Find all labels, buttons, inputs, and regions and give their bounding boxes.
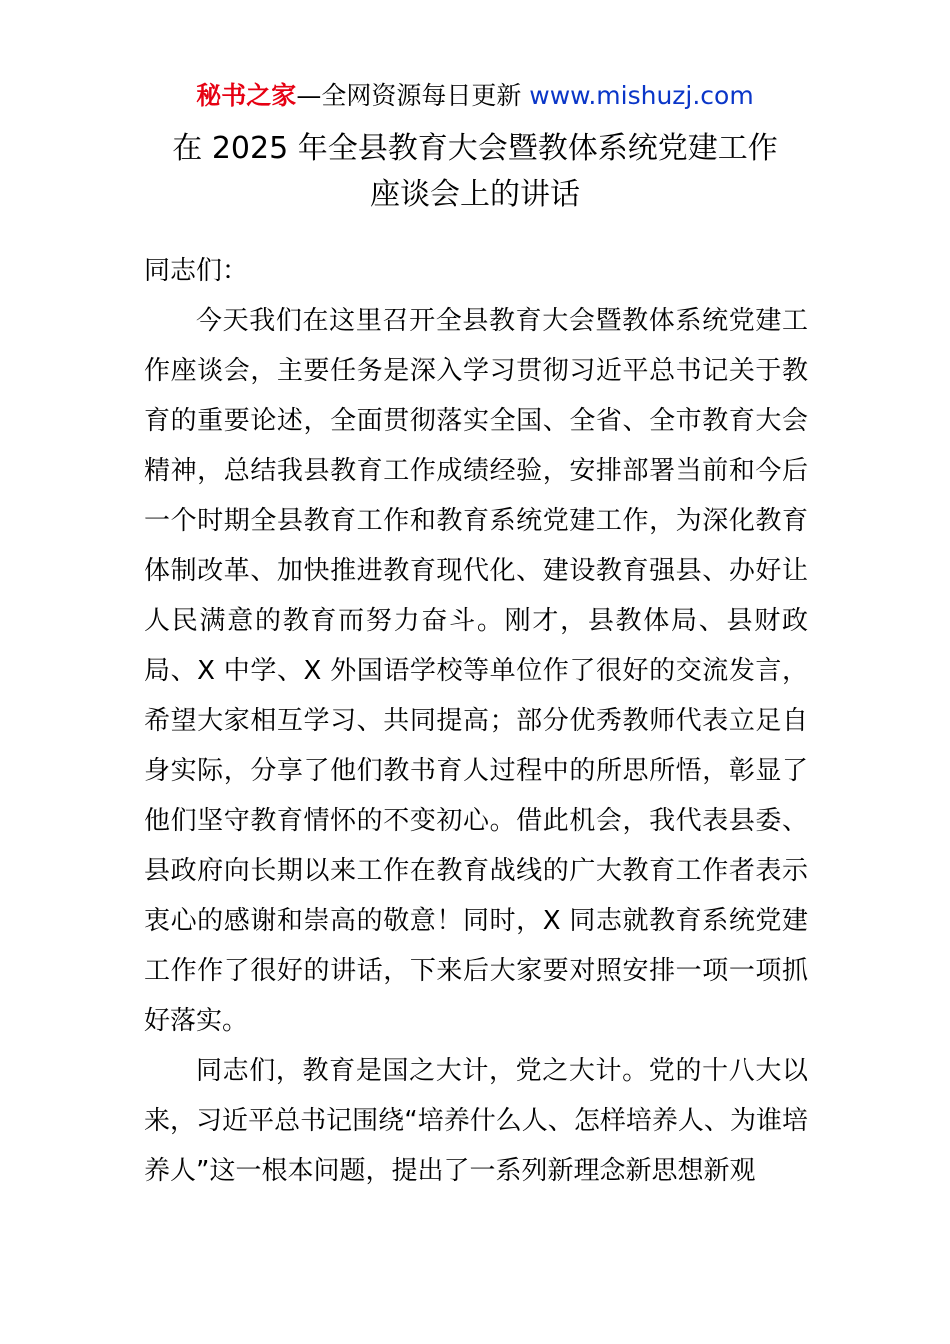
site-brand: 秘书之家: [196, 81, 297, 110]
salutation: 同志们：: [144, 256, 249, 286]
site-url[interactable]: www.mishuzj.com: [529, 81, 754, 110]
document-title: [0, 126, 950, 218]
paragraph-1: 今天我们在这里召开全县教育大会暨教体系统党建工作座谈会，主要任务是深入学习贯彻习近平总书记关于教育的重要论述，全面贯彻落实全国、全省、全市教育大会精神，总结我县教育工作成绩经验，安排部署当前和今后一个时期全县教育工作和教育系统党建工作，为深化教育体制改革、加快推进教育现代化、建设教育强县、办好让人民满意的教育而努力奋斗。刚才，县教体局、县财政局、X 中学、X 外国语学校等单位作了很好的交流发言，希望大家相互学习、共同提高；部分优秀教师代表立足自身实际，分享了他们教书育人过程中的所思所悟，彰显了他们坚守教育情怀的不变初心。借此机会，我代表县委、县政府向长期以来工作在教育战线的广大教育工作者表示衷心的感谢和崇高的敬意！同时，X 同志就教育系统党建工作作了很好的讲话，下来后大家要对照安排一项一项抓好落实。: [144, 306, 808, 1036]
title-line-2: 座谈会上的讲话: [370, 177, 580, 212]
paragraph-2: 同志们，教育是国之大计，党之大计。党的十八大以来，习近平总书记围绕“培养什么人、怎样培养人、为谁培养人”这一根本问题，提出了一系列新理念新思想新观: [144, 1056, 808, 1186]
site-tagline: —全网资源每日更新: [296, 81, 522, 110]
title-line-1: 在 2025 年全县教育大会暨教体系统党建工作: [172, 131, 778, 166]
site-banner: [0, 80, 950, 112]
document-body: [144, 246, 808, 1196]
